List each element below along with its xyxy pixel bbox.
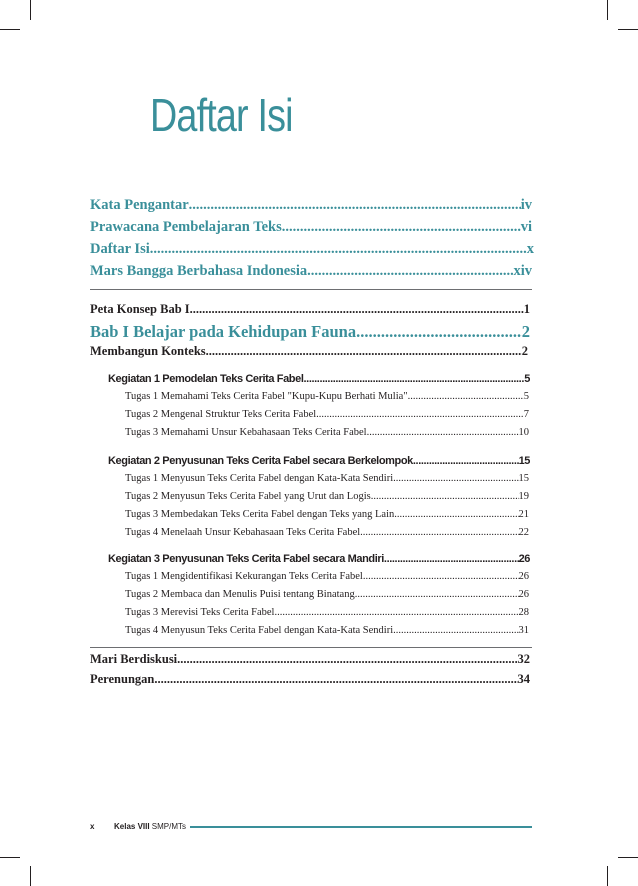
toc-entry-tugas[interactable] bbox=[125, 427, 529, 438]
toc-entry-kegiatan-2[interactable] bbox=[108, 455, 530, 467]
toc-entry-page: 21 bbox=[518, 509, 529, 520]
toc-entry-label: Kegiatan 1 Pemodelan Teks Cerita Fabel bbox=[108, 373, 304, 385]
toc-entry-label: Tugas 3 Memahami Unsur Kebahasaan Teks Cerita Fabel bbox=[125, 427, 367, 438]
toc-entry-page: 10 bbox=[518, 427, 529, 438]
toc-entry-page: vi bbox=[520, 219, 532, 235]
dot-leader bbox=[363, 571, 519, 582]
toc-entry-tugas[interactable] bbox=[125, 491, 529, 502]
dot-leader bbox=[413, 455, 519, 467]
toc-entry-page: 26 bbox=[518, 553, 530, 565]
toc-entry-tugas[interactable] bbox=[125, 473, 529, 484]
toc-entry-kata-pengantar[interactable] bbox=[90, 197, 532, 214]
toc-entry-label: Membangun Konteks bbox=[90, 344, 206, 358]
crop-mark bbox=[607, 0, 608, 20]
dot-leader bbox=[282, 219, 521, 236]
dot-leader bbox=[190, 302, 524, 317]
toc-entry-membangun-konteks[interactable] bbox=[90, 344, 528, 359]
crop-mark bbox=[607, 866, 608, 886]
toc-entry-tugas[interactable] bbox=[125, 509, 529, 520]
toc-entry-page: 15 bbox=[518, 473, 529, 484]
footer-book-level: SMP/MTs bbox=[149, 822, 187, 831]
dot-leader bbox=[304, 373, 525, 385]
dot-leader bbox=[393, 473, 518, 484]
crop-mark bbox=[0, 29, 20, 30]
toc-entry-page: 22 bbox=[518, 527, 529, 538]
dot-leader bbox=[356, 322, 522, 342]
toc-entry-label: Tugas 3 Merevisi Teks Cerita Fabel bbox=[125, 607, 275, 618]
toc-entry-tugas[interactable] bbox=[125, 391, 529, 402]
toc-entry-tugas[interactable] bbox=[125, 527, 529, 538]
toc-entry-prawacana[interactable] bbox=[90, 219, 532, 236]
crop-mark bbox=[618, 29, 638, 30]
crop-mark bbox=[30, 0, 31, 20]
toc-entry-page: 15 bbox=[518, 455, 530, 467]
toc-entry-page: 2 bbox=[521, 322, 530, 341]
toc-entry-label: Tugas 2 Membaca dan Menulis Puisi tentang Binatang bbox=[125, 589, 355, 600]
divider bbox=[90, 647, 532, 648]
toc-entry-bab-i[interactable] bbox=[90, 322, 530, 342]
toc-entry-peta-konsep[interactable] bbox=[90, 302, 530, 317]
toc-entry-label: Kegiatan 2 Penyusunan Teks Cerita Fabel secara Berkelompok bbox=[108, 455, 413, 467]
toc-entry-tugas[interactable] bbox=[125, 589, 529, 600]
dot-leader bbox=[394, 509, 518, 520]
footer-book-title bbox=[114, 822, 186, 831]
toc-entry-label: Tugas 2 Mengenal Struktur Teks Cerita Fabel bbox=[125, 409, 317, 420]
toc-entry-page: xiv bbox=[513, 263, 532, 279]
dot-leader bbox=[316, 409, 524, 420]
toc-entry-page: 5 bbox=[523, 391, 529, 402]
dot-leader bbox=[393, 625, 518, 636]
dot-leader bbox=[355, 589, 519, 600]
toc-entry-kegiatan-1[interactable] bbox=[108, 373, 530, 385]
toc-entry-page: 34 bbox=[517, 672, 530, 686]
toc-entry-mars[interactable] bbox=[90, 263, 532, 280]
dot-leader bbox=[177, 652, 517, 667]
dot-leader bbox=[371, 491, 519, 502]
toc-entry-label: Perenungan bbox=[90, 672, 155, 686]
toc-entry-page: 32 bbox=[517, 652, 530, 666]
dot-leader bbox=[154, 672, 517, 687]
toc-entry-label: Tugas 1 Mengidentifikasi Kekurangan Teks Cerita Fabel bbox=[125, 571, 363, 582]
dot-leader bbox=[408, 391, 524, 402]
toc-entry-page: 5 bbox=[524, 373, 530, 385]
footer-rule bbox=[190, 826, 532, 828]
toc-entry-label: Mari Berdiskusi bbox=[90, 652, 178, 666]
dot-leader bbox=[189, 197, 521, 214]
toc-entry-page: 28 bbox=[518, 607, 529, 618]
dot-leader bbox=[360, 527, 518, 538]
toc-entry-tugas[interactable] bbox=[125, 409, 529, 420]
toc-entry-tugas[interactable] bbox=[125, 571, 529, 582]
dot-leader bbox=[307, 263, 513, 280]
toc-entry-label: Tugas 4 Menelaah Unsur Kebahasaan Teks Cerita Fabel bbox=[125, 527, 361, 538]
toc-entry-page: 26 bbox=[518, 589, 529, 600]
toc-entry-label: Bab I Belajar pada Kehidupan Fauna bbox=[90, 322, 357, 341]
toc-entry-label: Tugas 4 Menyusun Teks Cerita Fabel dengan Kata-Kata Sendiri bbox=[125, 625, 394, 636]
toc-entry-mari-berdiskusi[interactable] bbox=[90, 652, 530, 667]
toc-entry-label: Tugas 1 Memahami Teks Cerita Fabel "Kupu-Kupu Berhati Mulia" bbox=[125, 391, 408, 402]
toc-entry-page: 31 bbox=[518, 625, 529, 636]
toc-entry-page: 19 bbox=[518, 491, 529, 502]
toc-entry-daftar-isi[interactable] bbox=[90, 241, 534, 258]
page-title: Daftar Isi bbox=[150, 89, 293, 141]
toc-entry-label: Daftar Isi bbox=[90, 241, 150, 257]
toc-entry-label: Mars Bangga Berbahasa Indonesia bbox=[90, 263, 308, 279]
dot-leader bbox=[367, 427, 519, 438]
toc-entry-label: Tugas 3 Membedakan Teks Cerita Fabel dengan Teks yang Lain bbox=[125, 509, 395, 520]
dot-leader bbox=[274, 607, 518, 618]
toc-entry-page: x bbox=[526, 241, 534, 257]
toc-entry-kegiatan-3[interactable] bbox=[108, 553, 530, 565]
crop-mark bbox=[30, 866, 31, 886]
toc-entry-label: Prawacana Pembelajaran Teks bbox=[90, 219, 282, 235]
toc-entry-label: Tugas 2 Menyusun Teks Cerita Fabel yang Urut dan Logis bbox=[125, 491, 371, 502]
toc-entry-page: 7 bbox=[523, 409, 529, 420]
toc-entry-tugas[interactable] bbox=[125, 625, 529, 636]
toc-entry-perenungan[interactable] bbox=[90, 672, 530, 687]
dot-leader bbox=[206, 344, 522, 359]
toc-entry-tugas[interactable] bbox=[125, 607, 529, 618]
toc-entry-label: Kegiatan 3 Penyusunan Teks Cerita Fabel secara Mandiri bbox=[108, 553, 384, 565]
crop-mark bbox=[0, 857, 20, 858]
toc-entry-label: Kata Pengantar bbox=[90, 197, 189, 213]
divider bbox=[90, 289, 532, 290]
footer-page-number: x bbox=[90, 822, 95, 831]
footer-book-class: Kelas VIII bbox=[114, 822, 150, 831]
toc-entry-page: 2 bbox=[521, 344, 528, 358]
dot-leader bbox=[150, 241, 527, 258]
toc-entry-label: Tugas 1 Menyusun Teks Cerita Fabel dengan Kata-Kata Sendiri bbox=[125, 473, 394, 484]
toc-entry-page: 26 bbox=[518, 571, 529, 582]
dot-leader bbox=[384, 553, 519, 565]
toc-entry-page: 1 bbox=[523, 302, 530, 316]
toc-entry-page: iv bbox=[520, 197, 532, 213]
toc-entry-label: Peta Konsep Bab I bbox=[90, 302, 190, 316]
crop-mark bbox=[618, 857, 638, 858]
